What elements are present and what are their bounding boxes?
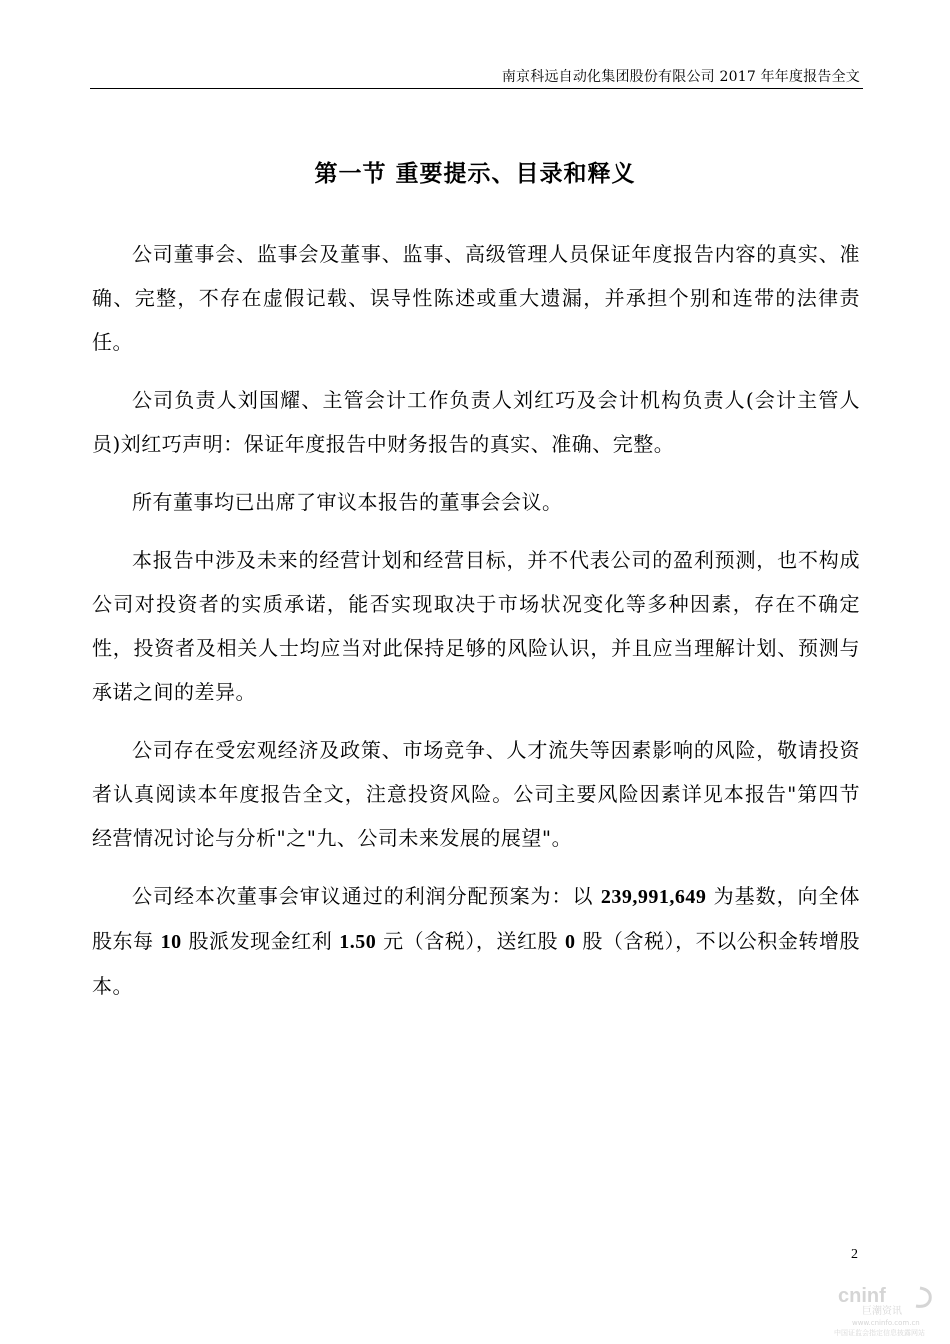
cash-dividend-amount: 1.50 xyxy=(339,931,377,953)
paragraph-officer-declaration: 公司负责人刘国耀、主管会计工作负责人刘红巧及会计机构负责人(会计主管人员)刘红巧声明：保证年度报告中财务报告的真实、准确、完整。 xyxy=(92,388,860,456)
section-title: 第一节 重要提示、目录和释义 xyxy=(314,160,636,187)
watermark-chinese: 巨潮资讯 xyxy=(862,1306,902,1317)
paragraph-profit-distribution xyxy=(92,874,860,1008)
base-share-count: 239,991,649 xyxy=(600,886,707,908)
watermark-tagline: 中国证监会指定信息披露网站 xyxy=(834,1329,925,1337)
profit-text-segment: 公司经本次董事会审议通过的利润分配预案为：以 xyxy=(132,884,601,908)
watermark-swirl-icon xyxy=(916,1288,930,1306)
profit-text-segment: 元（含税），送红股 xyxy=(376,929,565,953)
cninfo-watermark-logo xyxy=(832,1280,942,1338)
profit-text-segment: 股（含税），不以公积金转增股本。 xyxy=(92,929,861,998)
running-header: 南京科远自动化集团股份有限公司 2017 年年度报告全文 xyxy=(501,69,860,85)
profit-text-segment: 股派发现金红利 xyxy=(181,929,340,953)
paragraph-forward-looking-disclaimer: 本报告中涉及未来的经营计划和经营目标，并不代表公司的盈利预测，也不构成公司对投资者的实质承诺，能否实现取决于市场状况变化等多种因素，存在不确定性，投资者及相关人士均应当对此保持足够的风险认识，并且应当理解计划、预测与承诺之间的差异。 xyxy=(92,548,860,704)
watermark-url: www.cninfo.com.cn xyxy=(852,1319,920,1327)
body-text xyxy=(92,232,860,1022)
header-divider xyxy=(90,88,863,89)
watermark-brand: cninf xyxy=(838,1285,886,1307)
profit-text-segment: 为基数，向全体股东每 xyxy=(92,884,861,953)
per-share-unit: 10 xyxy=(160,931,182,953)
paragraph-risk-notice: 公司存在受宏观经济及政策、市场竞争、人才流失等因素影响的风险，敬请投资者认真阅读本年度报告全文，注意投资风险。公司主要风险因素详见本报告"第四节 经营情况讨论与分析"之"九、公司未来发展的展望"。 xyxy=(92,738,860,850)
bonus-share-count: 0 xyxy=(564,931,576,953)
page-number: 2 xyxy=(851,1247,858,1262)
paragraph-responsibility-statement: 公司董事会、监事会及董事、监事、高级管理人员保证年度报告内容的真实、准确、完整，不存在虚假记载、误导性陈述或重大遗漏，并承担个别和连带的法律责任。 xyxy=(92,242,860,354)
paragraph-board-attendance: 所有董事均已出席了审议本报告的董事会会议。 xyxy=(132,490,563,514)
